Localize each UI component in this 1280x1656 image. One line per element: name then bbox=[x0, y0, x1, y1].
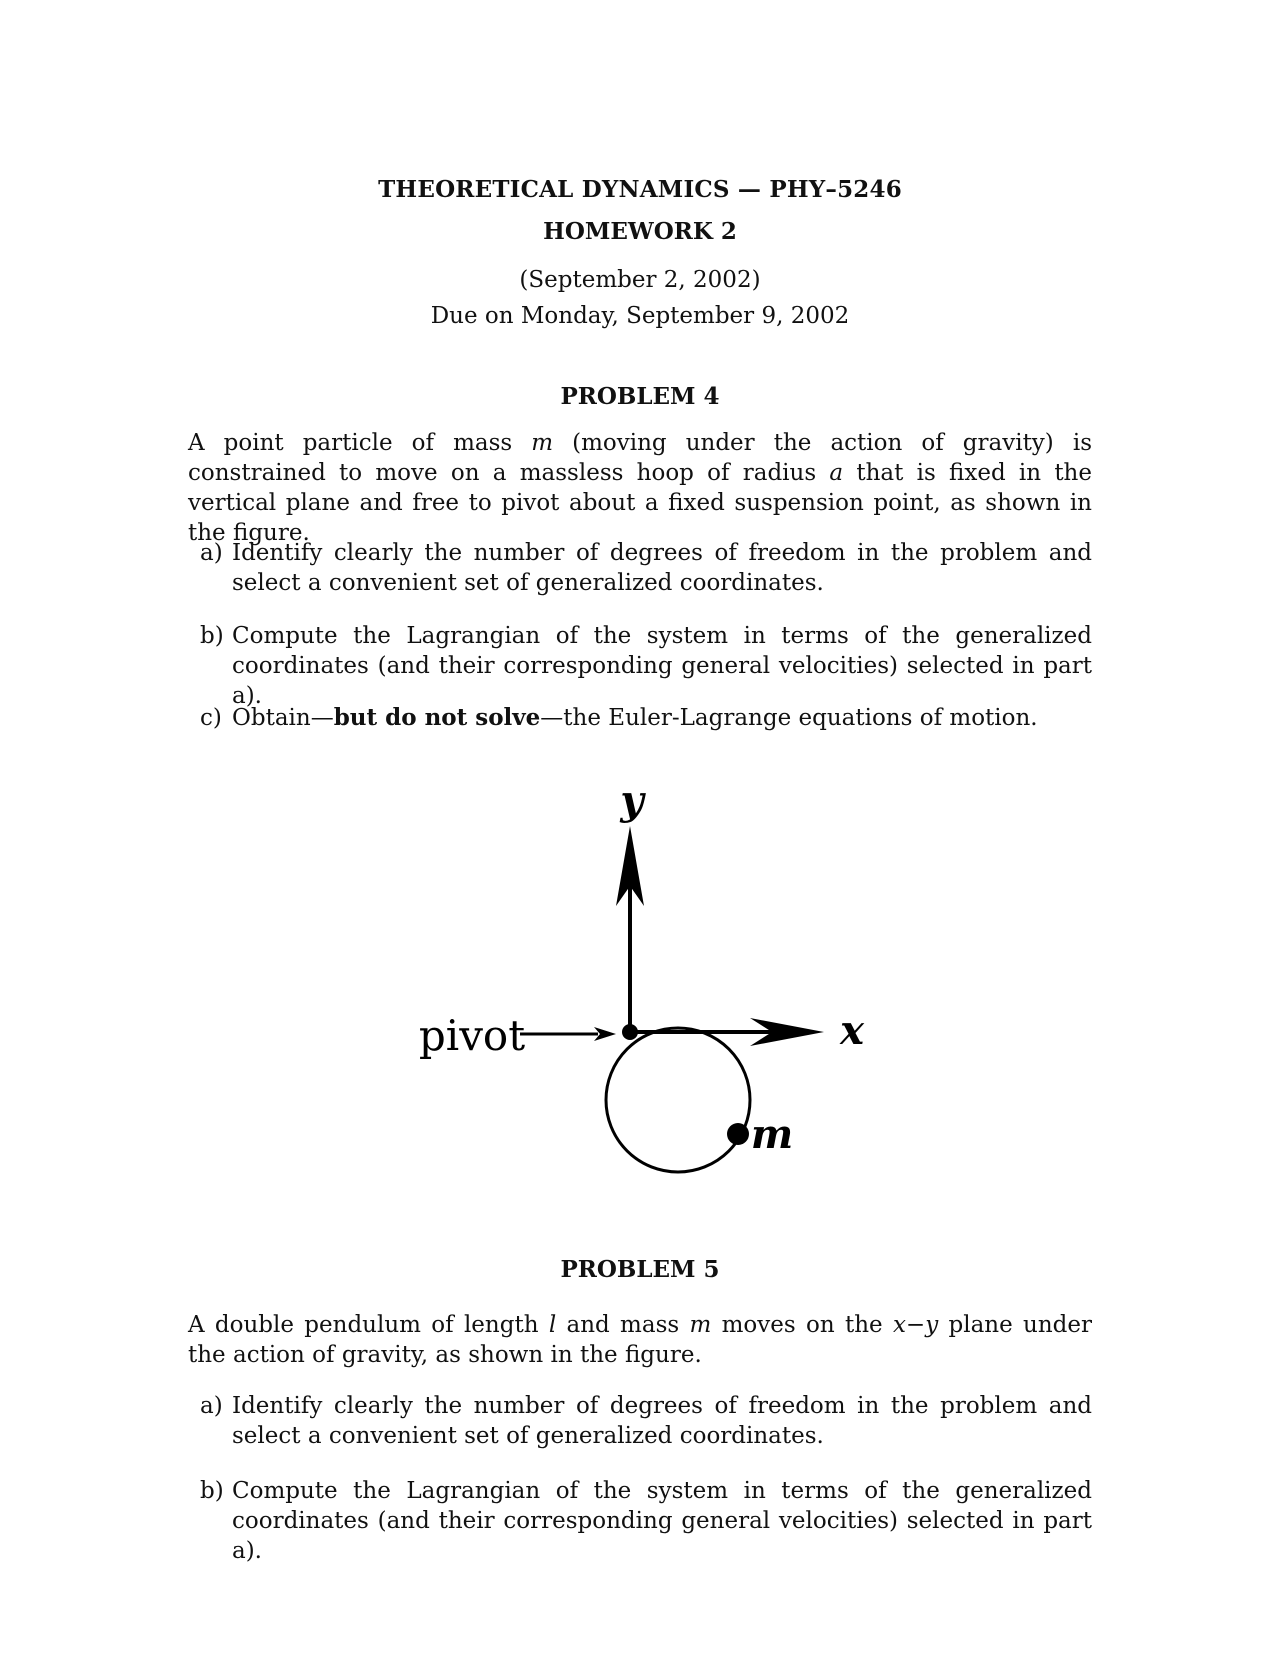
homework-title: HOMEWORK 2 bbox=[543, 218, 737, 245]
radius-symbol: a bbox=[829, 460, 844, 486]
problem-5-intro bbox=[188, 1310, 1092, 1370]
item-text: Identify clearly the number of degrees of freedom in the problem and select a convenient set of generalized coordinates. bbox=[232, 540, 1092, 596]
mass-symbol: m bbox=[531, 430, 554, 456]
problem-5-item-b bbox=[200, 1476, 1092, 1566]
item-label: a) bbox=[200, 540, 223, 566]
problem-4-item-a bbox=[200, 538, 1092, 598]
plane-symbol: x−y bbox=[892, 1312, 939, 1338]
mass-symbol: m bbox=[689, 1312, 712, 1338]
mass-point bbox=[727, 1123, 749, 1145]
intro-text: plane under the action of gravity, as shown in the figure. bbox=[188, 1312, 1092, 1368]
length-symbol: l bbox=[548, 1312, 557, 1338]
mass-label: m bbox=[750, 1111, 794, 1158]
problem-5-heading: PROBLEM 5 bbox=[560, 1256, 720, 1283]
item-label: c) bbox=[200, 705, 222, 731]
item-text: Compute the Lagrangian of the system in terms of the generalized coordinates (and their corresponding general velocities) selected in part a). bbox=[232, 623, 1092, 709]
problem-4-item-c bbox=[200, 703, 1092, 733]
pivot-point bbox=[622, 1024, 638, 1040]
course-title: THEORETICAL DYNAMICS — PHY–5246 bbox=[378, 176, 902, 203]
intro-text: moves on the bbox=[711, 1312, 893, 1338]
item-label: b) bbox=[200, 623, 224, 649]
intro-text: A point particle of mass bbox=[188, 430, 532, 456]
intro-text: that is fixed in the vertical plane and free to pivot about a fixed suspension point, as shown in the figure. bbox=[188, 460, 1092, 546]
item-text: Identify clearly the number of degrees of freedom in the problem and select a convenient set of generalized coordinates. bbox=[232, 1393, 1092, 1449]
problem-4-heading: PROBLEM 4 bbox=[560, 383, 720, 410]
problem-4-item-b bbox=[200, 621, 1092, 711]
item-text: Compute the Lagrangian of the system in terms of the generalized coordinates (and their corresponding general velocities) selected in part a). bbox=[232, 1478, 1092, 1564]
item-text-bold: but do not solve bbox=[333, 704, 541, 731]
y-axis-label: y bbox=[620, 777, 644, 824]
intro-text: A double pendulum of length bbox=[188, 1312, 549, 1338]
hoop-circle bbox=[606, 1028, 750, 1172]
due-date: Due on Monday, September 9, 2002 bbox=[430, 303, 850, 329]
intro-text: and mass bbox=[556, 1312, 690, 1338]
item-label: b) bbox=[200, 1478, 224, 1504]
item-text bbox=[232, 703, 1092, 733]
pivot-label: pivot bbox=[418, 1011, 526, 1060]
intro-text: (moving under the action of gravity) is constrained to move on a massless hoop of radius bbox=[188, 430, 1092, 486]
x-axis-label: x bbox=[840, 1007, 864, 1054]
problem-4-intro bbox=[188, 428, 1092, 548]
issue-date: (September 2, 2002) bbox=[519, 267, 761, 293]
problem-5-item-a bbox=[200, 1391, 1092, 1451]
hoop-figure bbox=[380, 770, 900, 1180]
item-label: a) bbox=[200, 1393, 223, 1419]
hoop-diagram bbox=[380, 770, 900, 1180]
item-text-pre: Obtain— bbox=[232, 705, 334, 731]
item-text-post: —the Euler-Lagrange equations of motion. bbox=[540, 705, 1038, 731]
